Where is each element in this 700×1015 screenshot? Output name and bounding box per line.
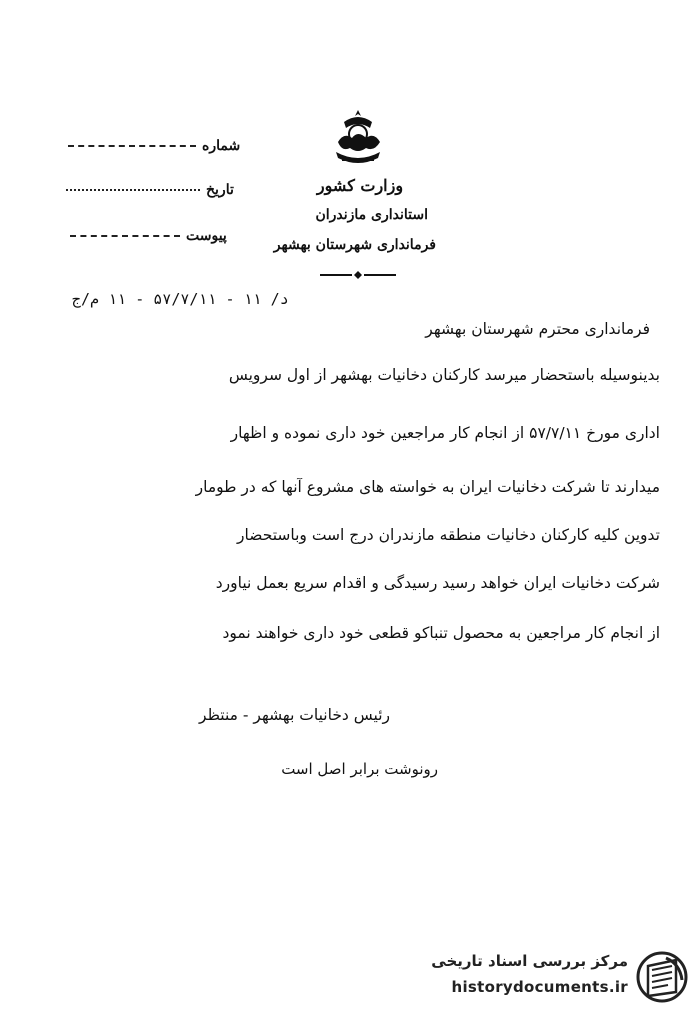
body-line: تدوین کلیه کارکنان دخانیات منطقه مازندران درج است وباستحضار — [237, 526, 660, 544]
reference-number: د/ ۱۱ - ۵۷/۷/۱۱ - ۱۱ م/ج — [72, 290, 289, 308]
body-line: میدارند تا شرکت دخانیات ایران به خواسته های مشروع آنها که در طومار — [195, 478, 660, 496]
watermark-title: مرکز بررسی اسناد تاریخی — [431, 952, 628, 970]
attachment-field — [70, 226, 227, 246]
number-field — [68, 136, 240, 156]
copy-certification-note: رونوشت برابر اصل است — [281, 760, 438, 778]
attachment-label: پیوست — [186, 228, 227, 244]
header-ornament-rule — [318, 270, 398, 280]
crest-emblem-icon — [330, 108, 386, 170]
attachment-blank-line — [70, 235, 180, 237]
date-label: تاریخ — [206, 182, 234, 198]
date-blank-line — [66, 189, 200, 191]
body-line: شرکت دخانیات ایران خواهد رسید رسیدگی و اقدام سریع بعمل نیاورد — [215, 574, 660, 592]
ministry-name: وزارت کشور — [316, 176, 404, 195]
body-line: بدینوسیله باستحضار میرسد کارکنان دخانیات بهشهر از اول سرویس — [228, 366, 660, 384]
number-blank-line — [68, 145, 196, 147]
office-name: فرمانداری شهرستان بهشهر — [273, 237, 436, 253]
body-line: اداری مورخ ۵۷/۷/۱۱ از انجام کار مراجعین خود داری نموده و اظهار — [230, 424, 660, 442]
source-watermark — [402, 946, 692, 1008]
date-field — [66, 180, 234, 200]
addressee: فرمانداری محترم شهرستان بهشهر — [425, 320, 650, 338]
signature-line: رئیس دخانیات بهشهر - منتظر — [199, 706, 390, 724]
number-label: شماره — [202, 138, 241, 154]
governorate-name: استانداری مازندران — [315, 207, 428, 223]
watermark-url: historydocuments.ir — [451, 978, 628, 996]
body-line: از انجام کار مراجعین به محصول تنباکو قطعی خود داری خواهند نمود — [222, 624, 660, 642]
archive-logo-icon — [636, 950, 688, 1004]
